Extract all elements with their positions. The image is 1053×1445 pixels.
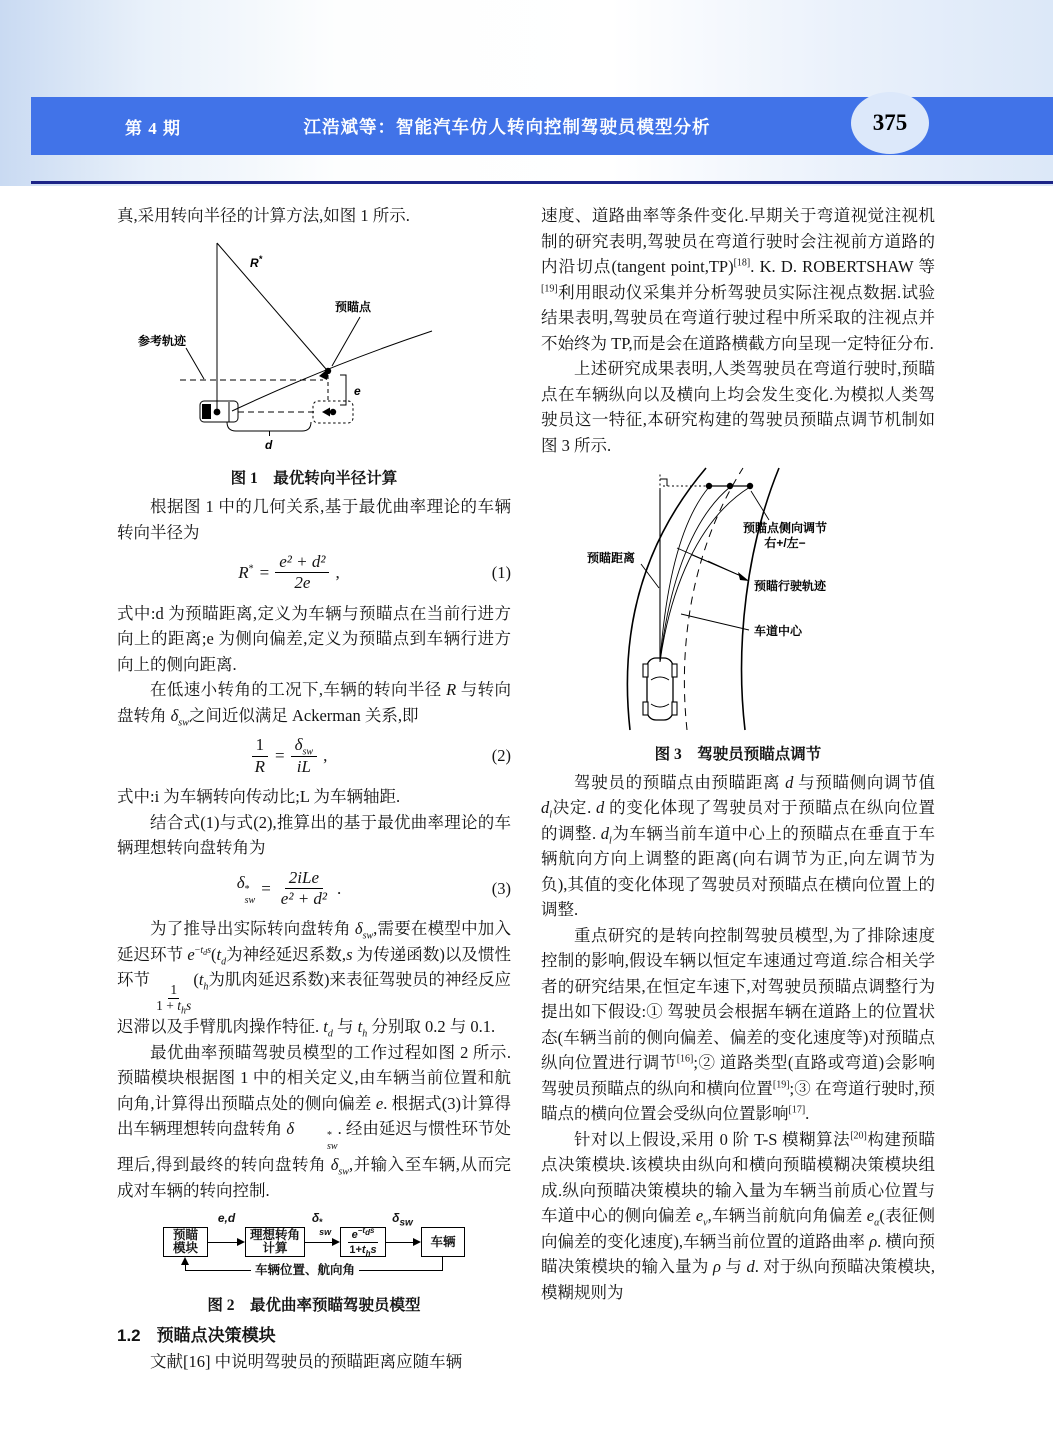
math-sub: sw <box>362 930 374 942</box>
reference-19: [19] <box>772 1079 790 1090</box>
math-sub: d <box>221 956 227 968</box>
figure-2 <box>117 1213 511 1317</box>
section-1-2-heading: 1.2 预瞄点决策模块 <box>117 1326 276 1346</box>
text-segment: 为车辆当前车道中心上的预瞄点在垂直于车辆航向方向上调整的距离(向右调节为正,向左调节为负),其值的变化体现了驾驶员对预瞄点在横向位置上的调整. <box>541 823 936 919</box>
math-sub: α <box>874 1217 880 1229</box>
math-var: δ <box>286 1119 295 1139</box>
arrow2-head <box>332 1238 340 1246</box>
paragraph-ref16: 文献[16] 中说明驾驶员的预瞄距离应随车辆 <box>150 1352 463 1372</box>
text-segment: 为了推导出实际转向盘转角 <box>150 919 355 939</box>
text-segment: ,车辆当前航向角偏差 <box>707 1206 867 1225</box>
eq1-tail: , <box>335 563 340 583</box>
text-segment: 针对以上假设,采用 0 阶 T-S 模糊算法 <box>574 1129 851 1149</box>
figure-2-caption: 图 2 最优曲率预瞄驾驶员模型 <box>207 1297 421 1315</box>
paragraph-ts-fuzzy <box>541 1127 935 1306</box>
math-var: t <box>357 1017 363 1037</box>
feedback-line-right <box>442 1257 443 1271</box>
paragraph-dl <box>541 770 935 923</box>
preview-point-dot-left <box>706 483 712 489</box>
reference-leader <box>186 348 204 379</box>
eq1-lhs: R* <box>238 563 254 583</box>
eq3-fraction: 2iLe e² + d² <box>280 867 328 908</box>
figure-3 <box>541 464 935 766</box>
figure-2-diagram <box>163 1213 465 1291</box>
lane-center-label: 车道中心 <box>754 624 803 638</box>
arrow2-label: δ * sw <box>311 1211 332 1238</box>
preview-point-label: 预瞄点 <box>335 299 372 314</box>
car-wheel-fr <box>672 664 677 677</box>
reference-20: [20] <box>850 1130 867 1141</box>
e-label: e <box>354 383 361 398</box>
trajectory-arc <box>232 331 432 411</box>
math-sub: l <box>609 834 612 846</box>
car-body-top-view <box>647 658 673 720</box>
math-sub: d <box>327 1028 333 1040</box>
paragraph-tangent-point <box>541 203 935 356</box>
trajectory-label-arrowhead <box>738 572 749 581</box>
arrow1-label: e,d <box>217 1211 236 1226</box>
paragraph-geometry: 根据图 1 中的几何关系,基于最优曲率理论的车辆转向半径为 <box>117 497 511 542</box>
math-var: d <box>600 823 610 843</box>
feedback-arrowhead <box>181 1257 189 1265</box>
math-var: e <box>695 1206 704 1225</box>
text-segment: 重点研究的是转向控制驾驶员模型,为了排除速度控制的影响,假设车辆以恒定车速通过弯道.综合相关学者的研究结果,在恒定车速下,对驾驶员预瞄点调整行为提出如下假设:① 驾驶员会根据车辆在道路上的位置状态(车辆当前的侧向偏差、偏差的变化速度等)对预瞄点纵向位置进行调节 <box>541 925 935 1072</box>
text-segment: 与 <box>720 1257 747 1276</box>
text-segment: 分别取 0.2 与 0.1. <box>367 1017 496 1037</box>
eq3-lhs: δ * sw <box>236 873 256 907</box>
lane-center-line <box>684 468 743 730</box>
arrow3-line <box>386 1242 414 1243</box>
paragraph-intro: 真,采用转向半径的计算方法,如图 1 所示. <box>117 206 410 225</box>
text-segment: 与预瞄侧向调节值 <box>793 772 936 792</box>
reference-16: [16] <box>676 1053 694 1065</box>
vehicle-box: 车辆 <box>421 1227 465 1257</box>
text-segment: 速度、道路曲率等条件变化.早期关于弯道视觉注视机制的研究表明,驾驶员在弯道行驶时会注视前方道路的内沿切点(tangent point,TP) <box>541 206 935 276</box>
car-wheel-rr <box>672 702 677 715</box>
eq2-tail: , <box>323 746 328 766</box>
math-var: e <box>187 944 195 964</box>
lateral-adjust-label-line2: 右+/左− <box>764 536 806 550</box>
math-var: d <box>596 798 605 817</box>
text-segment: ;② 道路类型(直路或弯道)会影响驾驶员预瞄点的纵向和横向位置 <box>541 1053 936 1098</box>
car-rear-window <box>651 704 669 707</box>
radius-label: R* <box>250 253 263 270</box>
right-column <box>541 203 935 1305</box>
paragraph-findings: 上述研究成果表明,人类驾驶员在弯道行驶时,预瞄点在车辆纵向以及横向上均会发生变化.为模拟人类驾驶员这一特征,本研究构建的驾驶员预瞄点调节机制如图 3 所示. <box>541 359 935 455</box>
math-var: t <box>216 944 222 964</box>
preview-module-box: 预瞄 模块 <box>163 1227 208 1257</box>
page-number: 375 <box>872 110 908 135</box>
text-segment: 驾驶员的预瞄点由预瞄距离 <box>574 772 786 792</box>
text-segment: ,并输入至车辆,从而完成对车辆的转向控制. <box>117 1155 512 1200</box>
math-sub: h <box>362 1028 368 1040</box>
radius-line <box>217 243 326 369</box>
eq2-rel: = <box>275 746 285 766</box>
math-var: R <box>446 680 457 700</box>
car-wheel-fl <box>643 664 648 677</box>
equation-2-body <box>117 735 461 777</box>
math-var: ρ <box>713 1257 721 1276</box>
car-wheel-rl <box>643 702 648 715</box>
header-zone <box>0 0 1053 186</box>
text-segment: 之间近似满足 Ackerman 关系,即 <box>188 705 419 725</box>
math-var: δ <box>330 1155 339 1175</box>
preview-distance-label: 预瞄距离 <box>587 551 636 565</box>
paragraph-assumptions <box>541 923 935 1127</box>
reference-19: [19] <box>541 283 558 294</box>
equation-3-number: (3) <box>491 878 511 898</box>
car-rear-block <box>203 404 211 418</box>
text-segment: 为传递函数)以及惯性环节 <box>117 944 512 990</box>
math-sub: sw <box>338 1166 349 1178</box>
inline-fraction: 1 $1 + t_hs$ <box>156 982 192 1017</box>
text-segment: ( <box>211 944 217 964</box>
lateral-adjust-label-line1: 预瞄点侧向调节 <box>742 521 828 535</box>
right-angle-mark <box>660 479 667 486</box>
text-segment: 构建预瞄点决策模块.该模块由纵向和横向预瞄模糊决策模块组成.纵向预瞄决策模块的输入量为车辆当前质心位置与车道中心的侧向偏差 <box>541 1129 935 1225</box>
figure-1 <box>117 235 511 491</box>
text-segment: 为神经延迟系数, <box>226 944 347 964</box>
eq1-fraction: $\frac{\text{e² + d²}}{2e}$ <box>275 552 329 594</box>
text-segment: . 根据式(3)计算得出车辆理想转向盘转角 <box>117 1093 511 1139</box>
text-segment: ( <box>193 970 199 990</box>
paragraph-delay <box>117 916 511 1039</box>
preview-point-dot-middle <box>727 483 733 489</box>
math-var: d <box>541 798 550 817</box>
math-var: s <box>346 944 353 964</box>
arrow1-head <box>237 1238 245 1246</box>
text-segment: . 横向预瞄决策模块的输入量为 <box>541 1231 936 1276</box>
math-var: d <box>746 1257 755 1276</box>
math-var: e <box>866 1206 875 1225</box>
arrow2-line <box>305 1242 333 1243</box>
eq3-rel: = <box>261 878 271 898</box>
math-sub: h <box>203 981 209 993</box>
car-center-dot <box>214 408 221 415</box>
math-var: e <box>375 1093 384 1113</box>
transfer-function-box: $e^{-tds}$ $1+t_hs$ <box>340 1227 386 1257</box>
left-column <box>117 203 511 1375</box>
text-segment: . 对于纵向预瞄决策模块,模糊规则为 <box>541 1257 936 1302</box>
arrow1-line <box>208 1242 238 1243</box>
math-var: δ <box>354 919 363 939</box>
text-segment: 为肌肉延迟系数)来表征驾驶员的神经反应迟滞以及手臂肌肉操作特征. <box>117 970 512 1037</box>
figure-1-drawing <box>130 235 498 457</box>
preview-trajectory-label: 预瞄行驶轨迹 <box>754 579 827 593</box>
math-sub: sw <box>178 717 189 729</box>
text-segment: . 经由延迟与惯性环节处理后,得到最终的转向盘转角 <box>117 1119 512 1175</box>
math-supsub: * sw <box>327 1130 338 1153</box>
eq1-rel: = <box>259 563 270 583</box>
paragraph-combine: 结合式(1)与式(2),推算出的基于最优曲率理论的车辆理想转向盘转角为 <box>117 812 511 858</box>
math-sub: v <box>703 1217 708 1229</box>
road-right-edge <box>742 468 779 730</box>
text-segment: 最优曲率预瞄驾驶员模型的工作过程如图 2 所示.预瞄模块根据图 1 中的相关定义,由车辆当前位置和航向角,计算得出预瞄点处的侧向偏差 <box>117 1042 511 1113</box>
lane-center-leader <box>681 614 749 630</box>
issue-label: 第 4 期 <box>125 118 181 138</box>
eq2-left-fraction: $\frac{1}{R}$ <box>251 735 269 777</box>
text-segment: (表征侧向偏差的变化速度),车辆当前位置的道路曲率 <box>541 1206 936 1251</box>
figure-3-drawing <box>573 464 903 732</box>
text-segment: ;③ 在弯道行驶时,预瞄点的横向位置会受纵向位置影响 <box>541 1078 935 1123</box>
text-segment: ,需要在模型中加入延迟环节 <box>117 919 512 964</box>
ideal-angle-box: 理想转角 计算 <box>245 1227 305 1257</box>
text-segment: 与 <box>332 1017 358 1037</box>
reference-17: [17] <box>788 1104 806 1116</box>
running-title: 江浩斌等：智能汽车仿人转向控制驾驶员模型分析 <box>303 116 711 137</box>
equation-1-number: (1) <box>491 563 511 583</box>
reference-18: [18] <box>733 257 751 269</box>
math-sup: −tds <box>194 945 211 958</box>
preview-trajectory-1 <box>660 487 709 662</box>
figure-3-caption: 图 3 驾驶员预瞄点调节 <box>654 745 822 763</box>
text-segment: . K. D. ROBERTSHAW 等 <box>750 257 935 276</box>
d-brace <box>227 422 311 436</box>
trajectory-leader-3 <box>708 561 741 576</box>
text-segment: 的变化体现了驾驶员对于预瞄点在纵向位置的调整. <box>541 798 936 843</box>
d-label: d <box>265 437 273 452</box>
feedback-label: 车辆位置、航向角 <box>251 1263 359 1278</box>
math-var: t <box>198 970 204 990</box>
math-sub: l <box>549 809 553 821</box>
road-left-edge <box>627 468 706 730</box>
ghost-car-center-dot <box>330 408 336 414</box>
arrow3-head <box>413 1238 421 1246</box>
equation-1 <box>117 552 511 594</box>
text-segment: 在低速小转角的工况下,车辆的转向半径 <box>150 680 447 700</box>
paragraph-ackerman <box>117 677 511 728</box>
header-rule <box>31 181 1053 184</box>
equation-1-body <box>117 552 461 594</box>
arrow3-label: $\delta_{sw}$ <box>392 1211 413 1229</box>
heading-arrowhead <box>322 407 330 416</box>
paragraph-eq2-note: 式中:i 为车辆转向传动比;L 为车辆轴距. <box>117 787 401 807</box>
preview-point-dot-right <box>747 483 753 489</box>
reference-trajectory-label: 参考轨迹 <box>138 333 187 348</box>
car-windshield <box>651 677 669 680</box>
equation-3 <box>117 868 511 910</box>
text-segment: 与转向盘转角 <box>117 680 512 725</box>
paragraph-eq1-note: 式中:d 为预瞄距离,定义为车辆与预瞄点在当前行进方向上的距离;e 为侧向偏差,定义为预瞄点到车辆行进方向上的侧向距离. <box>117 603 511 674</box>
figure-1-caption: 图 1 最优转向半径计算 <box>230 470 398 487</box>
math-var: δ <box>170 705 179 725</box>
page-number-badge <box>851 92 929 154</box>
eq3-tail: . <box>337 878 342 898</box>
equation-2-number: (2) <box>491 746 511 766</box>
text-segment: 决定. <box>552 798 597 817</box>
paragraph-fig2-flow <box>117 1040 511 1204</box>
equation-3-body <box>117 868 461 910</box>
eq2-right-fraction: $\delta_{sw}$ iL <box>291 735 317 777</box>
math-var: d <box>785 772 794 792</box>
math-var: t <box>323 1017 328 1037</box>
math-var: ρ <box>869 1231 878 1251</box>
text-segment: . <box>805 1104 810 1123</box>
equation-2 <box>117 735 511 777</box>
text-segment: 利用眼动仪采集并分析驾驶员实际注视点数据.试验结果表明,驾驶员在弯道行驶过程中所采取的注视点并不始终为 TP,而是会在道路横截方向呈现一定特征分布. <box>541 282 935 353</box>
